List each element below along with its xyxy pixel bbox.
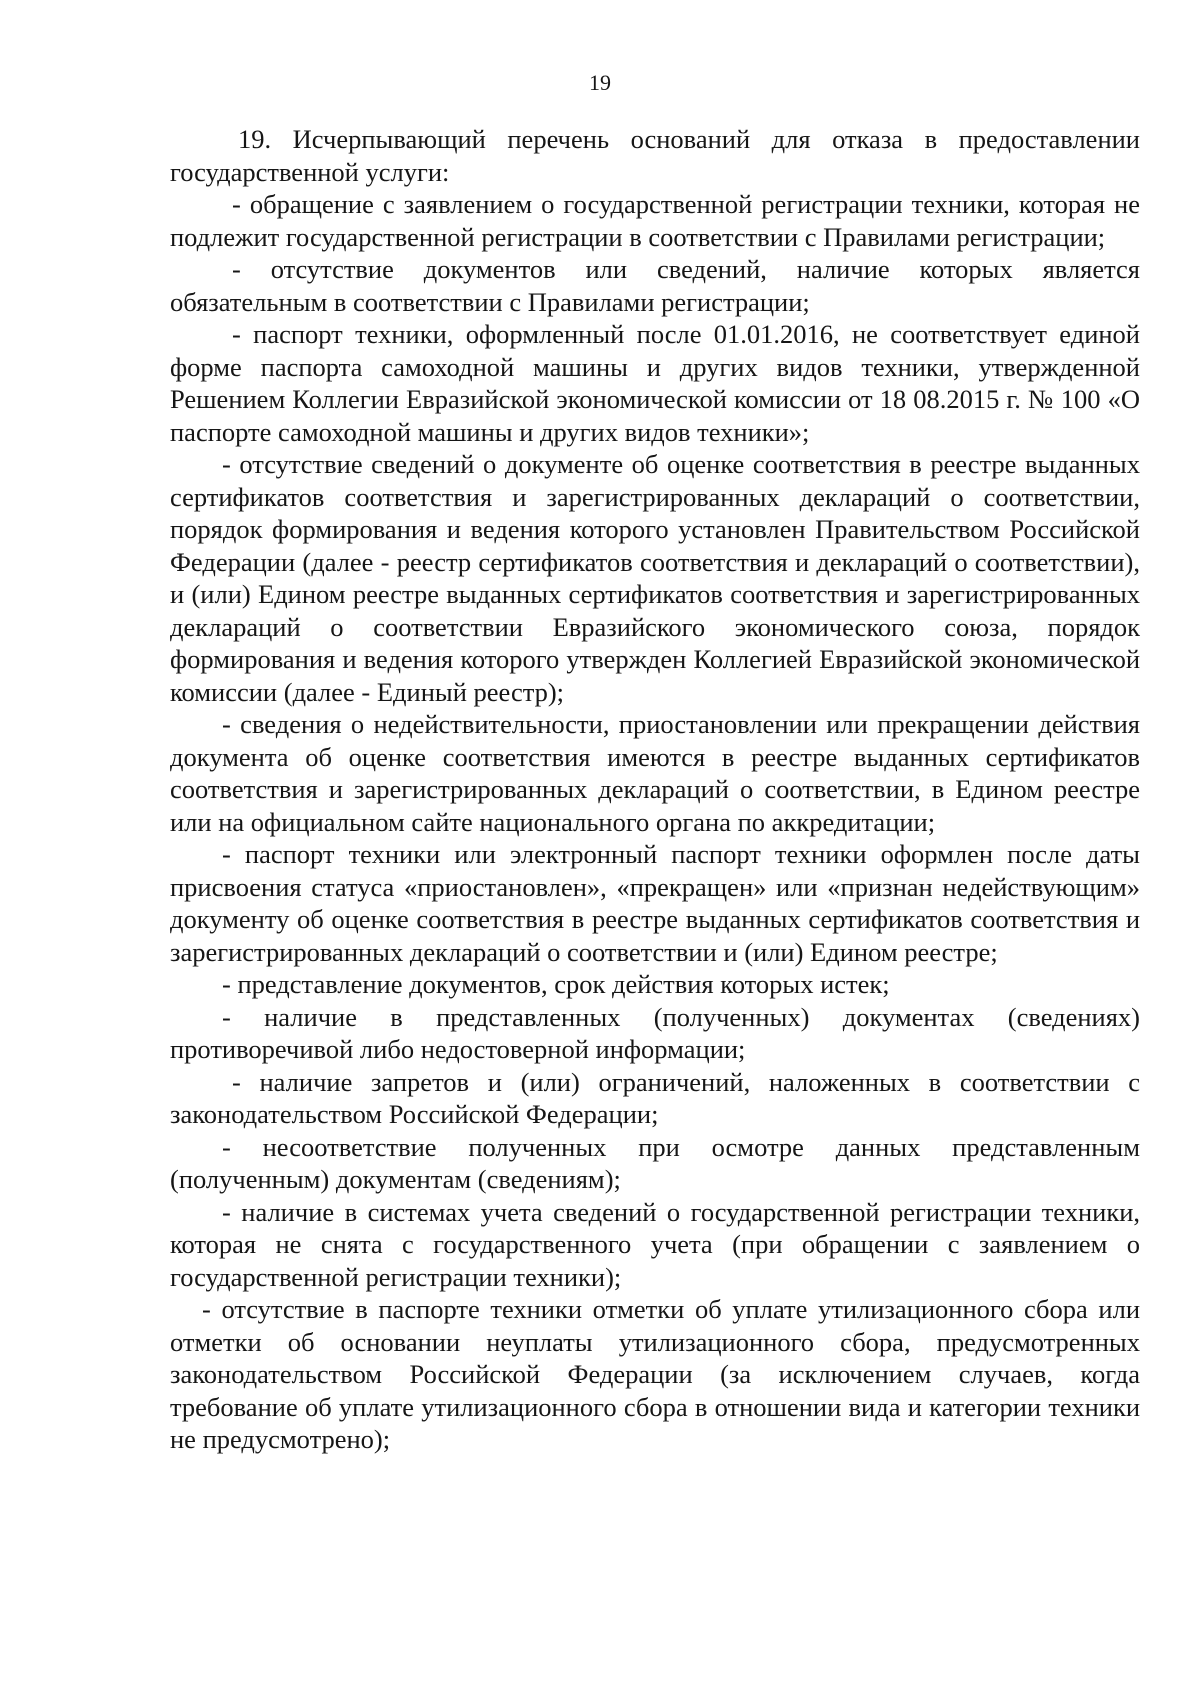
list-item: - обращение с заявлением о государственной регистрации техники, которая не подлежит государственной регистрации в соответствии с Правилами регистрации; — [170, 189, 1140, 252]
list-item: - представление документов, срок действия которых истек; — [222, 969, 890, 999]
list-item: - отсутствие в паспорте техники отметки об уплате утилизационного сбора или отметки об основании неуплаты утилизационного сбора, предусмотренных законодательством Российской Федерации (за исключением случаев, когда требование об уплате утилизационного сбора в отношении вида и категории техники не предусмотрено); — [170, 1294, 1140, 1454]
list-item: - паспорт техники, оформленный после 01.01.2016, не соответствует единой форме паспорта самоходной машины и других видов техники, утвержденной Решением Коллегии Евразийской экономической комиссии от 18 08.2015 г. № 100 «О паспорте самоходной машины и других видов техники»; — [170, 319, 1140, 447]
list-item: - наличие в системах учета сведений о государственной регистрации техники, которая не снята с государственного учета (при обращении с заявлением о государственной регистрации техники); — [170, 1196, 1140, 1292]
list-item: - наличие в представленных (полученных) документах (сведениях) противоречивой либо недостоверной информации; — [170, 1001, 1140, 1064]
section-heading: 19. Исчерпывающий перечень оснований для отказа в предоставлении государственной услуги: — [170, 124, 1140, 187]
list-item: - отсутствие документов или сведений, наличие которых является обязательным в соответствии с Правилами регистрации; — [170, 254, 1140, 317]
list-item: - наличие запретов и (или) ограничений, наложенных в соответствии с законодательством Российской Федерации; — [170, 1066, 1140, 1129]
document-body — [170, 123, 1140, 1456]
list-item: - несоответствие полученных при осмотре данных представленным (полученным) документам (сведениям); — [170, 1131, 1140, 1194]
page-number: 19 — [589, 70, 611, 95]
list-item: - отсутствие сведений о документе об оценке соответствия в реестре выданных сертификатов соответствия и зарегистрированных деклараций о соответствии, порядок формирования и ведения которого установлен Правительством Российской Федерации (далее - реестр сертификатов соответствия и деклараций о соответствии), и (или) Едином реестре выданных сертификатов соответствия и зарегистрированных деклараций о соответствии Евразийского экономического союза, порядок формирования и ведения которого утвержден Коллегией Евразийской экономической комиссии (далее - Единый реестр); — [170, 449, 1140, 707]
list-item: - паспорт техники или электронный паспорт техники оформлен после даты присвоения статуса «приостановлен», «прекращен» или «признан недействующим» документу об оценке соответствия в реестре выданных сертификатов соответствия и зарегистрированных деклараций о соответствии и (или) Едином реестре; — [170, 839, 1140, 967]
list-item: - сведения о недействительности, приостановлении или прекращении действия документа об оценке соответствия имеются в реестре выданных сертификатов соответствия и зарегистрированных деклараций о соответствии, в Едином реестре или на официальном сайте национального органа по аккредитации; — [170, 709, 1140, 837]
